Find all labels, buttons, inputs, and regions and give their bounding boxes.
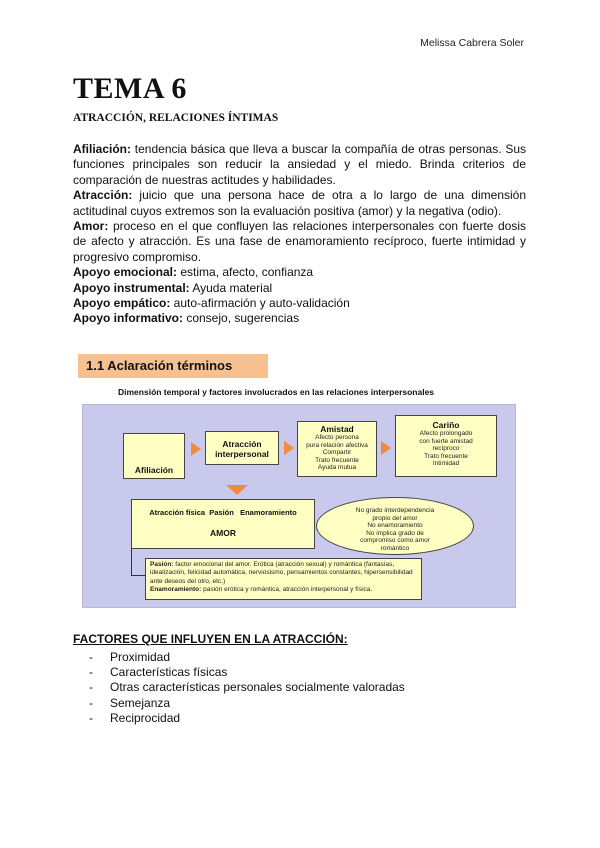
arrow-right-icon bbox=[191, 442, 201, 456]
definition-text: consejo, sugerencias bbox=[183, 311, 300, 326]
term: Afiliación: bbox=[73, 142, 132, 156]
ellipse-line: compromiso como amor bbox=[360, 537, 430, 545]
amistad-line: Compartir bbox=[322, 449, 352, 457]
list-item: - Proximidad bbox=[89, 650, 171, 664]
definition-text: auto-afirmación y auto-validación bbox=[170, 296, 350, 311]
connector-line bbox=[131, 549, 132, 575]
carino-line: Intimidad bbox=[432, 460, 460, 468]
definition-text: tendencia básica que lleva a buscar la compañía de otras personas. Sus funciones principales son reducir la ansiedad y el miedo. Brinda criterios de comparación de nuestras actitudes y habilidades. bbox=[73, 142, 526, 187]
afiliacion-box bbox=[123, 433, 185, 479]
definition-apoyo-informativo bbox=[73, 311, 526, 326]
carino-line: Afecto prolongado bbox=[419, 430, 473, 437]
afiliacion-label: Afiliación bbox=[134, 465, 174, 475]
amistad-title: Amistad bbox=[320, 424, 354, 434]
definitions-block bbox=[73, 142, 526, 327]
note-text: pasión erótica y romántica, atracción interpersonal y física. bbox=[201, 586, 373, 594]
factor-text: Proximidad bbox=[110, 650, 171, 664]
diagram-panel bbox=[82, 404, 516, 608]
definition-apoyo-instrumental bbox=[73, 281, 526, 296]
atraccion-box bbox=[205, 431, 279, 465]
definition-text: proceso en el que confluyen las relaciones interpersonales con fuerte dosis de afecto y atracción. Es una fase de enamoramiento recíproco, fuerte intimidad y progresivo compromiso. bbox=[73, 219, 526, 264]
document-title: TEMA 6 bbox=[73, 72, 187, 105]
factor-text: Semejanza bbox=[110, 695, 171, 710]
no-amor-ellipse bbox=[316, 497, 474, 555]
note-term: Pasión: bbox=[150, 561, 174, 568]
definition-text: Ayuda material bbox=[189, 280, 273, 295]
list-item: - Otras características personales socialmente valoradas bbox=[89, 680, 405, 695]
figure-heading: 1.1 Aclaración términos bbox=[78, 354, 268, 378]
diagram-figure bbox=[78, 354, 523, 610]
list-item: - Reciprocidad bbox=[89, 710, 181, 725]
figure-caption: Dimensión temporal y factores involucrados en las relaciones interpersonales bbox=[118, 387, 435, 397]
carino-line: Trato frecuente bbox=[424, 452, 468, 460]
amor-factors: Atracción física Pasión Enamoramiento bbox=[149, 508, 297, 517]
pasion-notes bbox=[145, 558, 422, 600]
term: Amor: bbox=[73, 219, 109, 234]
connector-line bbox=[131, 575, 145, 576]
term: Apoyo instrumental: bbox=[73, 280, 190, 295]
term: Apoyo emocional: bbox=[73, 265, 178, 280]
note-text: factor emocional del amor. Erótica (atracción sexual) y romántica (fantasías, idealización, felicidad automática, nerviosismo, pensamientos constantes, hipersensibilidad ante deseos del otro, etc.) bbox=[150, 561, 413, 585]
ellipse-line: propio del amor bbox=[372, 514, 418, 522]
definition-atraccion bbox=[73, 188, 526, 219]
ellipse-line: No enamoramiento bbox=[367, 522, 423, 530]
definition-apoyo-emocional bbox=[73, 265, 526, 280]
amistad-box bbox=[297, 421, 377, 477]
term: Apoyo empático: bbox=[73, 296, 171, 311]
arrow-right-icon bbox=[381, 441, 391, 455]
amistad-line: Trato frecuente bbox=[315, 456, 359, 464]
note-enamoramiento bbox=[150, 586, 417, 594]
factor-text: Reciprocidad bbox=[110, 710, 181, 725]
definition-amor bbox=[73, 219, 526, 265]
arrow-down-icon bbox=[226, 485, 248, 495]
ellipse-line: romántico bbox=[380, 544, 410, 552]
carino-box bbox=[395, 415, 497, 477]
amor-box bbox=[131, 499, 315, 549]
carino-line: recíproco bbox=[432, 445, 460, 453]
term: Apoyo informativo: bbox=[73, 311, 183, 326]
document-subtitle: ATRACCIÓN, RELACIONES ÍNTIMAS bbox=[73, 112, 279, 124]
ellipse-line: No grado interdependencia bbox=[355, 507, 435, 514]
arrow-right-icon bbox=[284, 441, 294, 455]
definition-text: estima, afecto, confianza bbox=[177, 265, 314, 280]
ellipse-line: No implica grado de bbox=[366, 529, 424, 537]
definition-apoyo-empatico bbox=[73, 296, 526, 311]
definition-text: juicio que una persona hace de otra a lo largo de una dimensión actitudinal cuyos extremos son la evaluación positiva (amor) y la negativa (odio). bbox=[73, 188, 526, 218]
factor-text: Características físicas bbox=[110, 665, 228, 680]
carino-line: con fuerte amistad bbox=[419, 437, 473, 445]
factor-text: Otras características personales socialmente valoradas bbox=[110, 680, 405, 695]
definition-afiliacion bbox=[73, 142, 526, 188]
carino-title: Cariño bbox=[432, 420, 460, 430]
note-term: Enamoramiento: bbox=[150, 586, 202, 594]
factors-list bbox=[89, 650, 405, 726]
list-item: - Características físicas bbox=[89, 665, 228, 680]
atraccion-label: Atracción interpersonal bbox=[215, 439, 269, 459]
note-pasion bbox=[150, 561, 417, 586]
amistad-line: Ayuda mutua bbox=[317, 464, 357, 472]
amistad-line: Afecto persona bbox=[315, 434, 359, 441]
factors-title: FACTORES QUE INFLUYEN EN LA ATRACCIÓN: bbox=[73, 632, 348, 646]
list-item: - Semejanza bbox=[89, 695, 171, 710]
amor-label: AMOR bbox=[210, 528, 236, 538]
term: Atracción: bbox=[73, 188, 133, 203]
author-name: Melissa Cabrera Soler bbox=[420, 37, 524, 49]
amistad-line: pura relación afectiva bbox=[306, 441, 368, 449]
